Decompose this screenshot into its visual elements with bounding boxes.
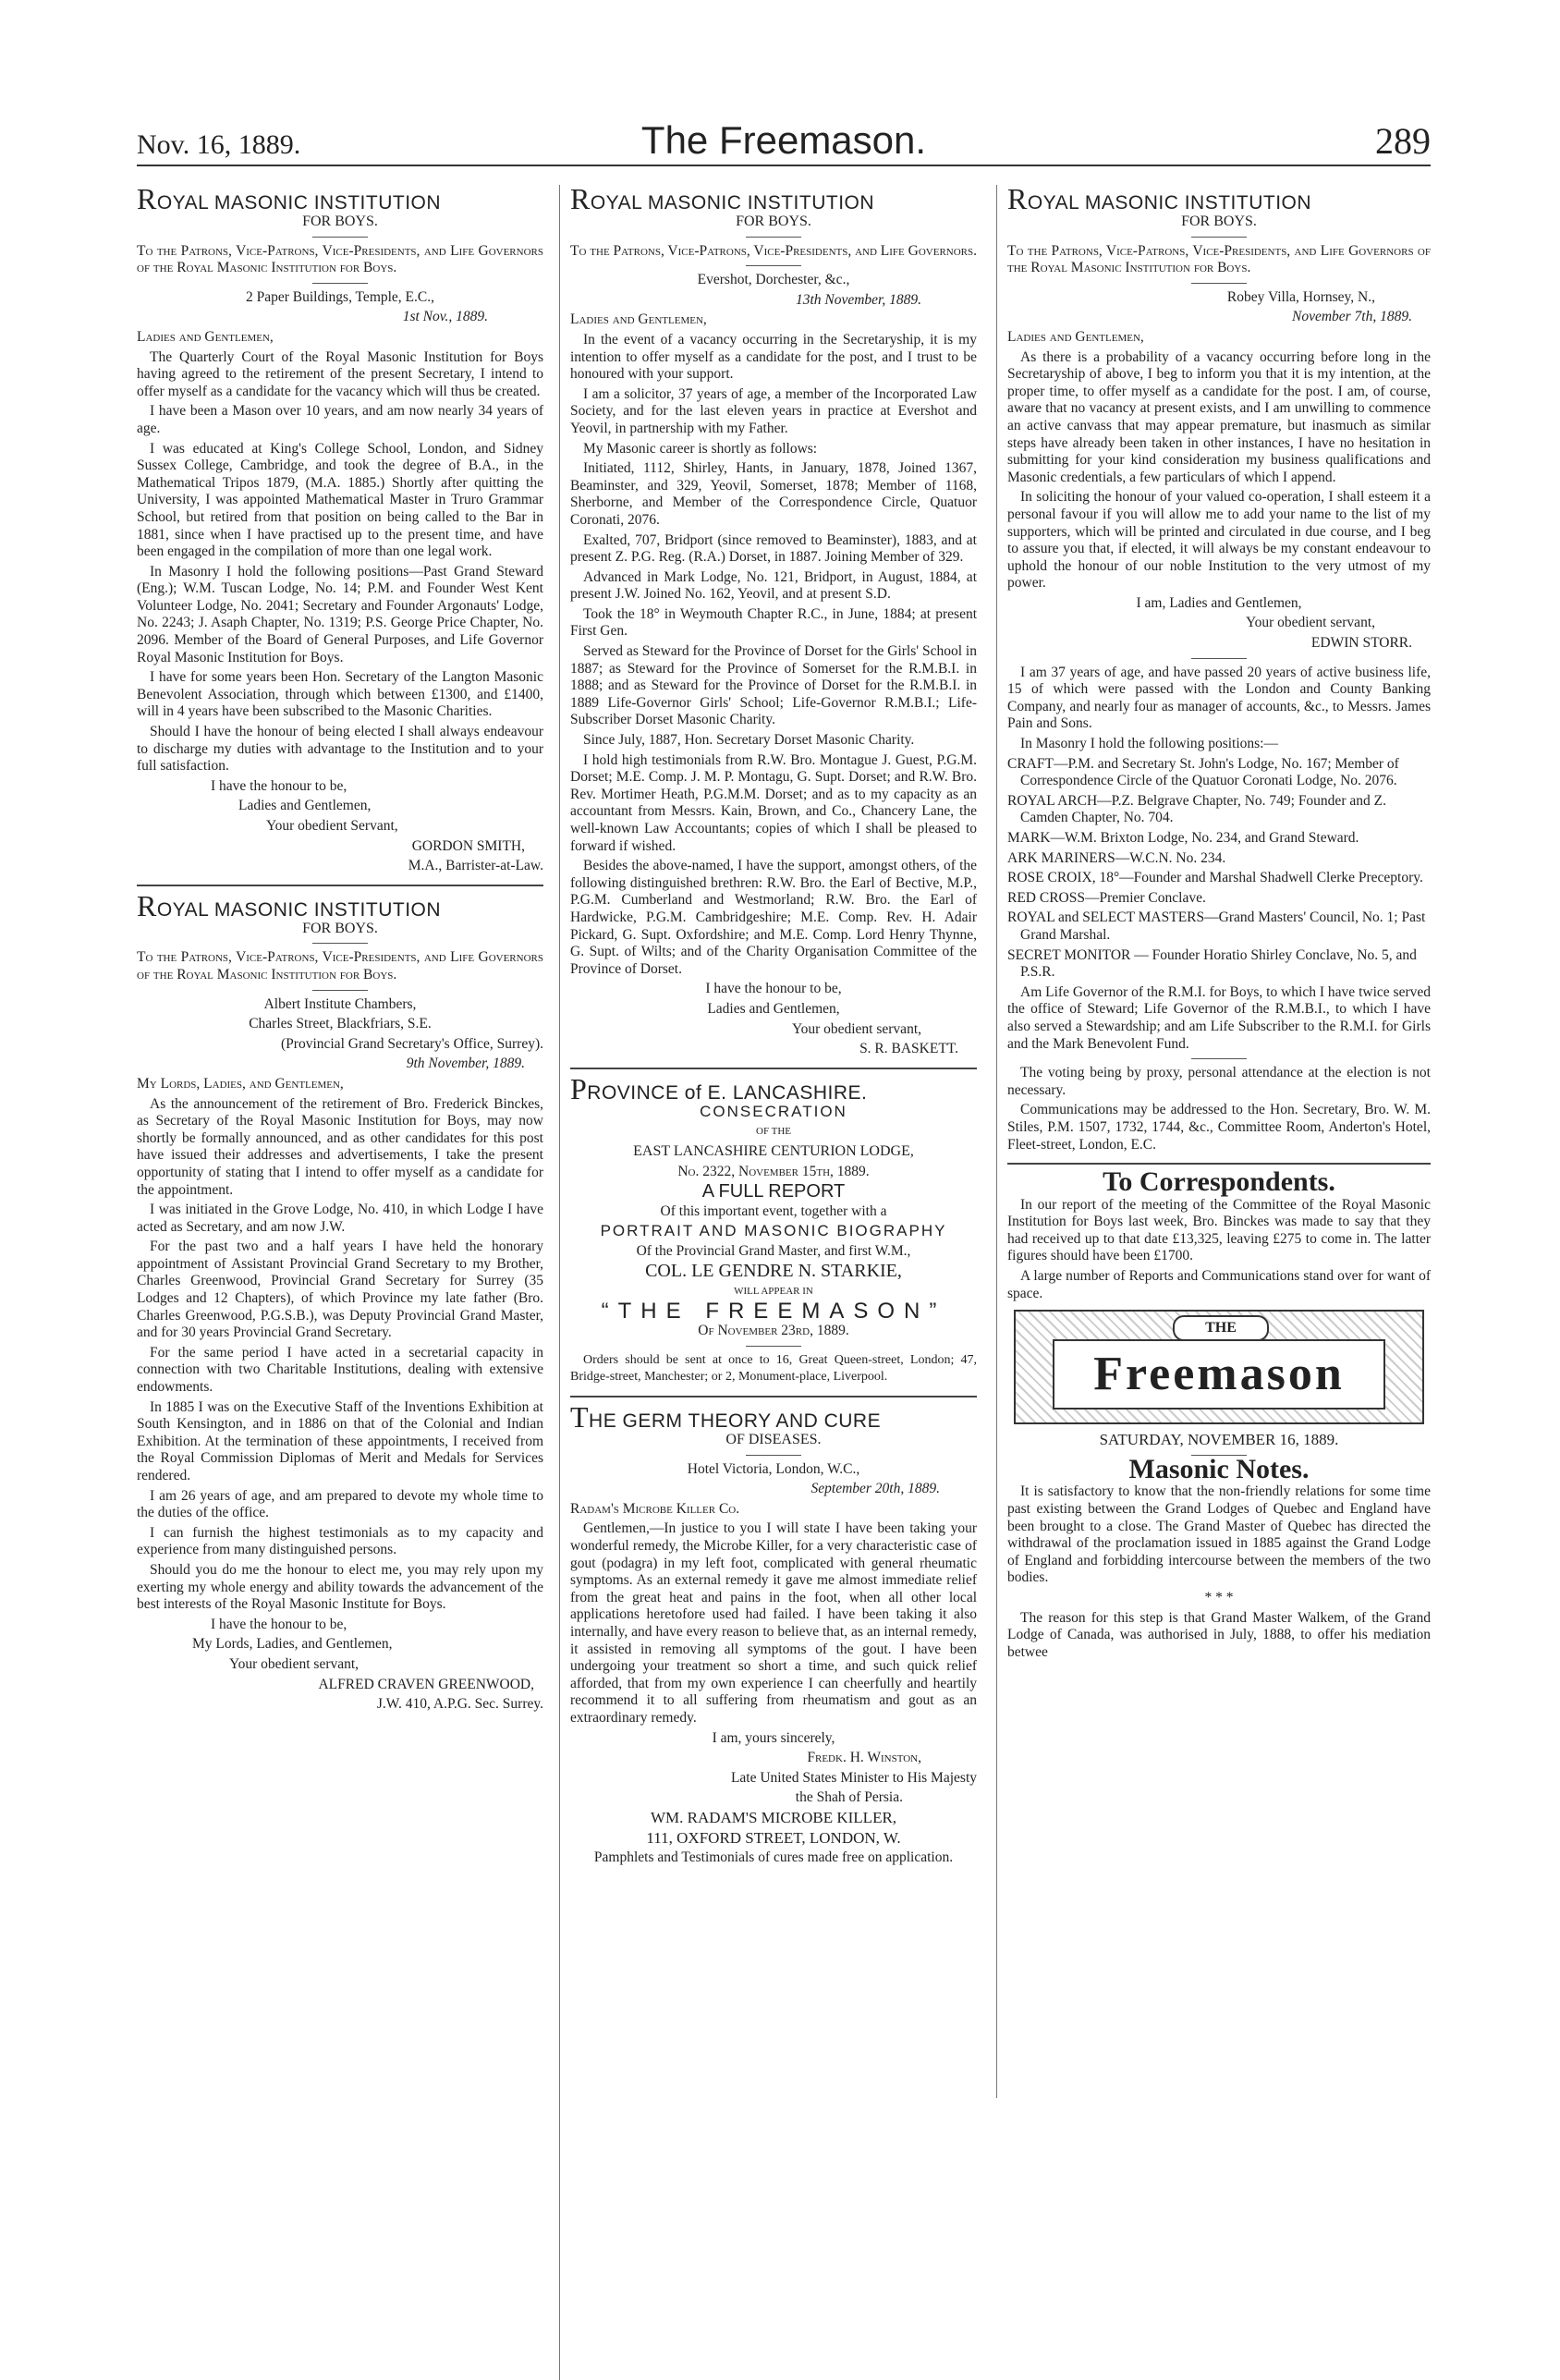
letter-date: September 20th, 1889.: [810, 1481, 940, 1497]
signature: Fredk. H. Winston,: [807, 1750, 921, 1766]
advert-subheading: FOR BOYS.: [1181, 214, 1257, 229]
closing: Ladies and Gentlemen,: [707, 1000, 840, 1017]
address: Charles Street, Blackfriars, S.E.: [249, 1016, 432, 1032]
paragraph: In Masonry I hold the following positions:—: [1020, 736, 1278, 752]
advert-microbe-killer: [570, 1400, 977, 1867]
letter-date: 13th November, 1889.: [795, 291, 921, 308]
ad-line: PORTRAIT AND MASONIC BIOGRAPHY: [600, 1222, 947, 1240]
paragraph: Advanced in Mark Lodge, No. 121, Bridport, in August, 1884, at present J.W. Joined No. 162, Yeovil, and at present S.D.: [570, 568, 977, 603]
paragraph: Should you do me the honour to elect me, you may rely upon my exerting my whole energy and ability towards the advancement of the best interests of the Royal Masonic Institute for Boys.: [137, 1561, 543, 1613]
paragraph: Orders should be sent at once to 16, Great Queen-street, London; 47, Bridge-street, Manchester; or 2, Monument-place, Liverpool.: [570, 1352, 977, 1385]
ad-line: A FULL REPORT: [701, 1181, 846, 1202]
ad-line: “THE FREEMASON”: [601, 1298, 946, 1324]
advert-subheading: OF DISEASES.: [725, 1432, 822, 1448]
closing: Your obedient servant,: [1245, 615, 1375, 631]
paragraph: As the announcement of the retirement of Bro. Frederick Binckes, as Secretary of the Royal Masonic Institution for Boys, may now shortly be formally announced, and as other candidates for this post have issued their addresses and advertisements, I take the present opportunity of stating that I intend to offer myself as a candidate for the appointment.: [137, 1095, 543, 1198]
list-item: ARK MARINERS—W.C.N. No. 234.: [1007, 849, 1226, 866]
advert-east-lancashire: [570, 1071, 977, 1386]
address: 2 Paper Buildings, Temple, E.C.,: [246, 288, 434, 305]
ad-line: EAST LANCASHIRE CENTURION LODGE,: [633, 1142, 914, 1159]
ad-line: No. 2322, November 15th, 1889.: [677, 1163, 870, 1179]
addressee: To the Patrons, Vice-Patrons, Vice-Presidents, and Life Governors of the Royal Masonic Institution for Boys.: [137, 949, 543, 983]
address: (Provincial Grand Secretary's Office, Surrey).: [281, 1035, 543, 1052]
stars-divider: * * *: [1204, 1590, 1234, 1605]
paragraph: Exalted, 707, Bridport (since removed to Beaminster), 1883, and at present Z. P.G. Reg. (R.A.) Dorset, in 1887. Joining Member of 329.: [570, 531, 977, 566]
paragraph: Communications may be addressed to the Hon. Secretary, Bro. W. M. Stiles, P.M. 1507, 1732, 1744, &c., Committee Room, Anderton's Hotel, Fleet-street, London, E.C.: [1007, 1102, 1431, 1153]
paragraph: Am Life Governor of the R.M.I. for Boys, to which I have twice served the office of Steward; Life Governor of the R.M.B.I., to which I have also served a Stewardship; and am Life Subscriber to the R.M.I. for Girls and the Mark Benevolent Fund.: [1007, 983, 1431, 1052]
list-item: ROSE CROIX, 18°—Founder and Marshal Shadwell Clerke Preceptory.: [1007, 870, 1423, 886]
closing: I am, yours sincerely,: [712, 1729, 835, 1746]
newspaper-title: The Freemason.: [640, 118, 927, 162]
signature-title: Late United States Minister to His Majesty: [730, 1769, 977, 1786]
advert-heading: ROYAL MASONIC INSTITUTION: [137, 182, 442, 215]
ad-line: Of this important event, together with a: [660, 1202, 887, 1219]
ad-line: Pamphlets and Testimonials of cures made free on application.: [593, 1849, 954, 1866]
paragraph: The reason for this step is that Grand Master Walkem, of the Grand Lodge of Canada, was authorised in July, 1888, to offer his mediation betwee: [1007, 1609, 1431, 1660]
masthead: [137, 118, 1431, 166]
closing: Ladies and Gentlemen,: [238, 798, 372, 814]
closing: My Lords, Ladies, and Gentlemen,: [192, 1636, 393, 1653]
list-item: CRAFT—P.M. and Secretary St. John's Lodge, No. 167; Member of Correspondence Circle of the Quatuor Coronati Lodge, No. 2076.: [1007, 755, 1399, 789]
list-item: RED CROSS—Premier Conclave.: [1007, 889, 1206, 906]
advert-baskett: [570, 182, 978, 1058]
paragraph: Took the 18° in Weymouth Chapter R.C., in June, 1884; at present First Gen.: [570, 605, 977, 640]
advert-greenwood: [137, 888, 543, 1714]
list-item: SECRET MONITOR — Founder Horatio Shirley Conclave, No. 5, and P.S.R.: [1007, 946, 1417, 981]
paragraph: For the past two and a half years I have held the honorary appointment of Assistant Provincial Grand Secretary to my Brother, Charles Greenwood, Provincial Grand Secretary for Surrey (35 Lodges and 12 Chapters), of which Province my late father (Bro. Charles Greenwood, P.G.S.B.), was Deputy Provincial Grand Master, and for 30 years Provincial Grand Secretary.: [137, 1239, 543, 1341]
paragraph: The Quarterly Court of the Royal Masonic Institution for Boys having agreed to the retirement of the present Secretary, I intend to offer myself as a candidate for the vacancy which will thus be created.: [137, 348, 543, 399]
section-title: Masonic Notes.: [1128, 1453, 1310, 1484]
advert-subheading: FOR BOYS.: [302, 214, 378, 229]
closing: Your obedient servant,: [229, 1655, 360, 1672]
closing: I have the honour to be,: [211, 1616, 347, 1632]
closing: I have the honour to be,: [211, 777, 347, 794]
paragraph: Served as Steward for the Province of Dorset for the Girls' School in 1887; as Steward for the Province of Somerset for the R.M.B.I. in 1888; and as Steward for the Province of Dorset for the R.M.B.I. in 1889 Life-Governor Girls' School; Life-Governor R.M.B.I.; Life-Subscriber Dorset Masonic Charity.: [570, 643, 977, 728]
ad-line: WILL APPEAR IN: [734, 1286, 813, 1298]
section-title: To Correspondents.: [1103, 1166, 1335, 1198]
column-rule: [996, 185, 997, 2098]
signature-title: the Shah of Persia.: [795, 1789, 903, 1806]
advert-storr: [1007, 182, 1431, 1153]
paragraph: I was educated at King's College School, London, and Sidney Sussex College, Cambridge, and took the degree of B.A., in the Mathematical Tripos 1879, (M.A. 1885.) Shortly after quitting the University, I was appointed Mathematical Master in Truro Grammar School, but retired from that position on being called to the Bar in 1881, since when I have practised up to the present time, and have been engaged in the compilation of more than one legal work.: [137, 440, 543, 560]
paragraph: The voting being by proxy, personal attendance at the election is not necessary.: [1007, 1065, 1431, 1098]
ad-line: CONSECRATION: [700, 1102, 847, 1120]
salutation: Ladies and Gentlemen,: [1007, 328, 1144, 345]
paragraph: Since July, 1887, Hon. Secretary Dorset Masonic Charity.: [583, 732, 915, 749]
address: Evershot, Dorchester, &c.,: [697, 272, 850, 288]
advert-subheading: FOR BOYS.: [736, 214, 811, 229]
advert-heading: ROYAL MASONIC INSTITUTION: [137, 888, 442, 922]
addressee: To the Patrons, Vice-Patrons, Vice-Presidents, and Life Governors of the Royal Masonic Institution for Boys.: [1007, 242, 1431, 276]
freemason-emblem: [1014, 1310, 1424, 1424]
salutation: Ladies and Gentlemen,: [137, 328, 274, 345]
paragraph: Besides the above-named, I have the support, amongst others, of the following distinguished brethren: R.W. Bro. the Earl of Bective, M.P., P.G.M. Cumberland and Westmorland; R.W. Bro. the Earl of Hardwicke, P.G.M. Cambridgeshire; M.E. Comp. Rev. H. Adair Pickard, G. Supt. Oxfordshire; and M.E. Comp. Lord Henry Thynne, G. Supt. of Wilts; and of the Charity Organisation Committee of the Province of Dorset.: [570, 858, 977, 977]
signature: S. R. BASKETT.: [859, 1041, 958, 1057]
addressee: Radam's Microbe Killer Co.: [570, 1500, 740, 1517]
column-rule: [559, 185, 560, 2380]
addressee: To the Patrons, Vice-Patrons, Vice-Presidents, and Life Governors.: [570, 242, 978, 259]
signature-title: M.A., Barrister-at-Law.: [408, 858, 543, 874]
signature: ALFRED CRAVEN GREENWOOD,: [318, 1676, 534, 1692]
advert-heading: PROVINCE of E. LANCASHIRE.: [570, 1071, 868, 1105]
closing: I am, Ladies and Gentlemen,: [1136, 594, 1302, 611]
ad-line: Of the Provincial Grand Master, and first W.M.,: [636, 1242, 911, 1259]
closing: Your obedient servant,: [791, 1020, 921, 1037]
ad-line: Of November 23rd, 1889.: [698, 1323, 849, 1339]
closing: I have the honour to be,: [705, 981, 842, 997]
paragraph: In soliciting the honour of your valued co-operation, I shall esteem it a personal favour if you will allow me to add your name to the list of my supporters, which will be printed and circulated in due course, and I beg to assure you that, if elected, it will always be my constant endeavour to uphold the honour of our noble Institution to the very utmost of my power.: [1007, 489, 1431, 592]
address: Albert Institute Chambers,: [263, 995, 417, 1012]
paragraph: My Masonic career is shortly as follows:: [583, 440, 818, 457]
ad-line: COL. LE GENDRE N. STARKIE,: [645, 1261, 902, 1282]
list-item: ROYAL and SELECT MASTERS—Grand Masters' Council, No. 1; Past Grand Marshal.: [1007, 909, 1426, 943]
column-2: [570, 182, 978, 1870]
emblem-tag: THE: [1173, 1315, 1269, 1341]
advert-heading: ROYAL MASONIC INSTITUTION: [570, 182, 875, 215]
advert-heading: ROYAL MASONIC INSTITUTION: [1007, 182, 1312, 215]
closing: Your obedient Servant,: [266, 818, 398, 834]
letter-date: 9th November, 1889.: [406, 1056, 525, 1072]
paragraph: Initiated, 1112, Shirley, Hants, in January, 1878, Joined 1367, Beaminster, and 329, Yeovil, Somerset, 1878; Member of 1168, Sherborne, and Member of the Correspondence Circle, Quatuor Coronati, 2076.: [570, 460, 977, 528]
advert-heading: THE GERM THEORY AND CURE: [570, 1400, 882, 1434]
salutation: Ladies and Gentlemen,: [570, 311, 707, 328]
ad-line: WM. RADAM'S MICROBE KILLER,: [650, 1808, 897, 1826]
advert-subheading: FOR BOYS.: [302, 920, 378, 936]
paragraph: For the same period I have acted in a secretarial capacity in connection with two Charitable Institutions, dealing with extensive endowments.: [137, 1344, 543, 1396]
paragraph: A large number of Reports and Communications stand over for want of space.: [1007, 1268, 1431, 1301]
list-item: ROYAL ARCH—P.Z. Belgrave Chapter, No. 749; Founder and Z. Camden Chapter, No. 704.: [1007, 792, 1386, 826]
list-item: MARK—W.M. Brixton Lodge, No. 234, and Grand Steward.: [1007, 830, 1359, 846]
addressee: To the Patrons, Vice-Patrons, Vice-Presidents, and Life Governors of the Royal Masonic Institution for Boys.: [137, 242, 543, 276]
paragraph: In 1885 I was on the Executive Staff of the Inventions Exhibition at South Kensington, and in 1886 on that of the Colonial and Indian Exhibition. At the termination of these appointments, I received from the Royal Commission Diplomas of Merit and Medals for Services rendered.: [137, 1398, 543, 1483]
advert-gordon-smith: [137, 182, 543, 875]
paragraph: I am a solicitor, 37 years of age, a member of the Incorporated Law Society, and for the last eleven years in practice at Evershot and Yeovil, in partnership with my Father.: [570, 385, 977, 436]
paragraph: I can furnish the highest testimonials as to my capacity and experience from many distinguished persons.: [137, 1524, 543, 1558]
paragraph: In Masonry I hold the following positions—Past Grand Steward (Eng.); W.M. Tuscan Lodge, No. 14; P.M. and Founder West Kent Volunteer Lodge, No. 2041; Secretary and Founder Argonauts' Lodge, No. 2243; J. Asaph Chapter, No. 1319; P.S. George Price Chapter, No. 2096. Member of the Board of General Purposes, and Life Governor Royal Masonic Institution for Boys.: [137, 563, 543, 665]
paragraph: I am 37 years of age, and have passed 20 years of active business life, 15 of which were passed with the London and County Banking Company, and nearly four as manager of accounts, &c., to Messrs. James Pain and Sons.: [1007, 664, 1431, 732]
ad-line: OF THE: [756, 1126, 791, 1138]
letter-date: 1st Nov., 1889.: [402, 309, 488, 325]
ad-line: 111, OXFORD STREET, LONDON, W.: [646, 1828, 901, 1847]
emblem-name: Freemason: [1053, 1339, 1385, 1410]
paragraph: I hold high testimonials from R.W. Bro. Montague J. Guest, P.G.M. Dorset; M.E. Comp. J. M. P. Montagu, G. Supt. Dorset; and R.W. Bro. Rev. Mortimer Heath, P.G.M.M. Dorset; and as to my capacity as an accountant from Messrs. Kain, Brown, and Co., Chancery Lane, the well-known Law Accountants; copies of which I shall be pleased to forward if wished.: [570, 751, 977, 854]
paragraph: I am 26 years of age, and am prepared to devote my whole time to the duties of the office.: [137, 1487, 543, 1521]
signature: GORDON SMITH,: [411, 837, 525, 854]
paragraph: In our report of the meeting of the Committee of the Royal Masonic Institution for Boys last week, Bro. Binckes was made to say that they had received up to that date £13,325, leaving £275 to come in. The latter figures should have been £1700.: [1007, 1196, 1431, 1264]
salutation: My Lords, Ladies, and Gentlemen,: [137, 1075, 344, 1092]
paragraph: I was initiated in the Grove Lodge, No. 410, in which Lodge I have acted as Secretary, and am now J.W.: [137, 1202, 543, 1235]
signature: EDWIN STORR.: [1310, 635, 1412, 652]
letter-date: November 7th, 1889.: [1291, 309, 1412, 325]
paragraph: As there is a probability of a vacancy occurring before long in the Secretaryship of above, I beg to inform you that it is my intention, at the proper time, to offer myself as a candidate for the post. I am, of course, aware that no vacancy at present exists, and I am unwilling to commence an active canvass that may appear premature, but inasmuch as similar steps have already been taken in other instances, I have no hesitation in submitting for your kind consideration my business qualifications and Masonic credentials, a few particulars of which I append.: [1007, 348, 1431, 485]
paragraph: Gentlemen,—In justice to you I will state I have been taking your wonderful remedy, the Microbe Killer, for a very characteristic case of gout (podagra) in my left foot, complicated with general rheumatic symptoms. As an external remedy it gave me almost immediate relief from the great heat and pains in the foot, when all other local applications heretofore used had failed. I have been taking it also internally, and have every reason to believe that, as an internal remedy, it assisted in removing all symptoms of the gout. I have been undergoing your treatment so short a time, and such quick relief afforded, that from my own experience I can cheerfully and heartily recommend it to all suffering from rheumatism and gout as an extraordinary remedy.: [570, 1520, 977, 1726]
paragraph: I have been a Mason over 10 years, and am now nearly 34 years of age.: [137, 403, 543, 436]
address: Hotel Victoria, London, W.C.,: [687, 1460, 860, 1477]
issue-dateline: SATURDAY, NOVEMBER 16, 1889.: [1099, 1431, 1339, 1449]
paragraph: I have for some years been Hon. Secretary of the Langton Masonic Benevolent Association, through which between £1300, and £1400, will in 4 years have been subscribed to the Masonic Charities.: [137, 669, 543, 720]
page-number: 289: [1375, 120, 1431, 162]
signature-title: J.W. 410, A.P.G. Sec. Surrey.: [376, 1696, 543, 1713]
address: Robey Villa, Hornsey, N.,: [1226, 288, 1375, 305]
paragraph: In the event of a vacancy occurring in the Secretaryship, it is my intention to offer myself as a candidate for the post, and I trust to be honoured with your support.: [570, 331, 977, 383]
column-3: [1007, 182, 1431, 1664]
issue-date: Nov. 16, 1889.: [137, 129, 301, 160]
paragraph: Should I have the honour of being elected I shall always endeavour to discharge my duties with advantage to the Institution and to your full satisfaction.: [137, 724, 543, 775]
paragraph: It is satisfactory to know that the non-friendly relations for some time past existing between the Grand Lodges of Quebec and England have been brought to a close. The Grand Master of Quebec has directed the withdrawal of the proclamation issued in 1885 against the Grand Lodge of England and forbidding intercourse between the members of the two bodies.: [1007, 1483, 1431, 1586]
positions-list: [1007, 756, 1431, 982]
column-1: [137, 182, 543, 1716]
